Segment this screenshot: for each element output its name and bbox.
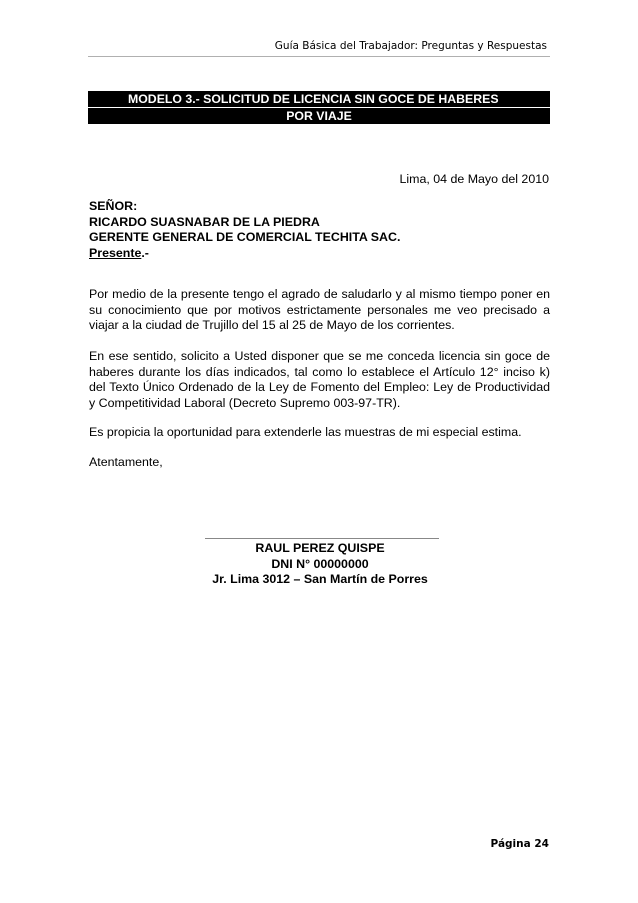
signature-block — [150, 541, 490, 588]
signer-address: Jr. Lima 3012 – San Martín de Porres — [212, 572, 428, 586]
page-number: Página 24 — [490, 838, 549, 850]
letter-closing: Atentamente, — [89, 455, 163, 469]
header-divider — [88, 56, 550, 57]
signer-dni: DNI N° 00000000 — [271, 556, 369, 571]
presente-word: Presente — [89, 245, 142, 260]
addressee-block — [89, 199, 400, 261]
letter-date: Lima, 04 de Mayo del 2010 — [399, 172, 549, 186]
title-line-2: POR VIAJE — [286, 109, 352, 123]
salutation: SEÑOR: — [89, 199, 138, 213]
letter-paragraph-3: Es propicia la oportunidad para extenderle las muestras de mi especial estima. — [89, 425, 522, 439]
signature-line — [205, 538, 439, 539]
title-line-1: MODELO 3.- SOLICITUD DE LICENCIA SIN GOCE DE HABERES — [88, 91, 550, 108]
presente-suffix: .- — [141, 245, 149, 260]
document-title-box — [88, 91, 550, 124]
signer-name: RAUL PEREZ QUISPE — [255, 541, 385, 555]
recipient-name: RICARDO SUASNABAR DE LA PIEDRA — [89, 214, 320, 229]
letter-paragraph-1: Por medio de la presente tengo el agrado de saludarlo y al mismo tiempo poner en su conocimiento que por motivos estrictamente personales me veo precisado a viajar a la ciudad de Trujillo del 15 al 25 de Mayo de los corrientes. — [89, 287, 550, 332]
recipient-title: GERENTE GENERAL DE COMERCIAL TECHITA SAC. — [89, 230, 401, 244]
presente-line — [89, 246, 400, 262]
running-header: Guía Básica del Trabajador: Preguntas y Respuestas — [274, 40, 547, 52]
letter-paragraph-2: En ese sentido, solicito a Usted disponer que se me conceda licencia sin goce de haberes durante los días indicados, tal como lo establece el Artículo 12° inciso k) del Texto Único Ordenado de la Ley de Fomento del Empleo: Ley de Productividad y Competitividad Laboral (Decreto Supremo 003-97-TR). — [89, 349, 550, 410]
